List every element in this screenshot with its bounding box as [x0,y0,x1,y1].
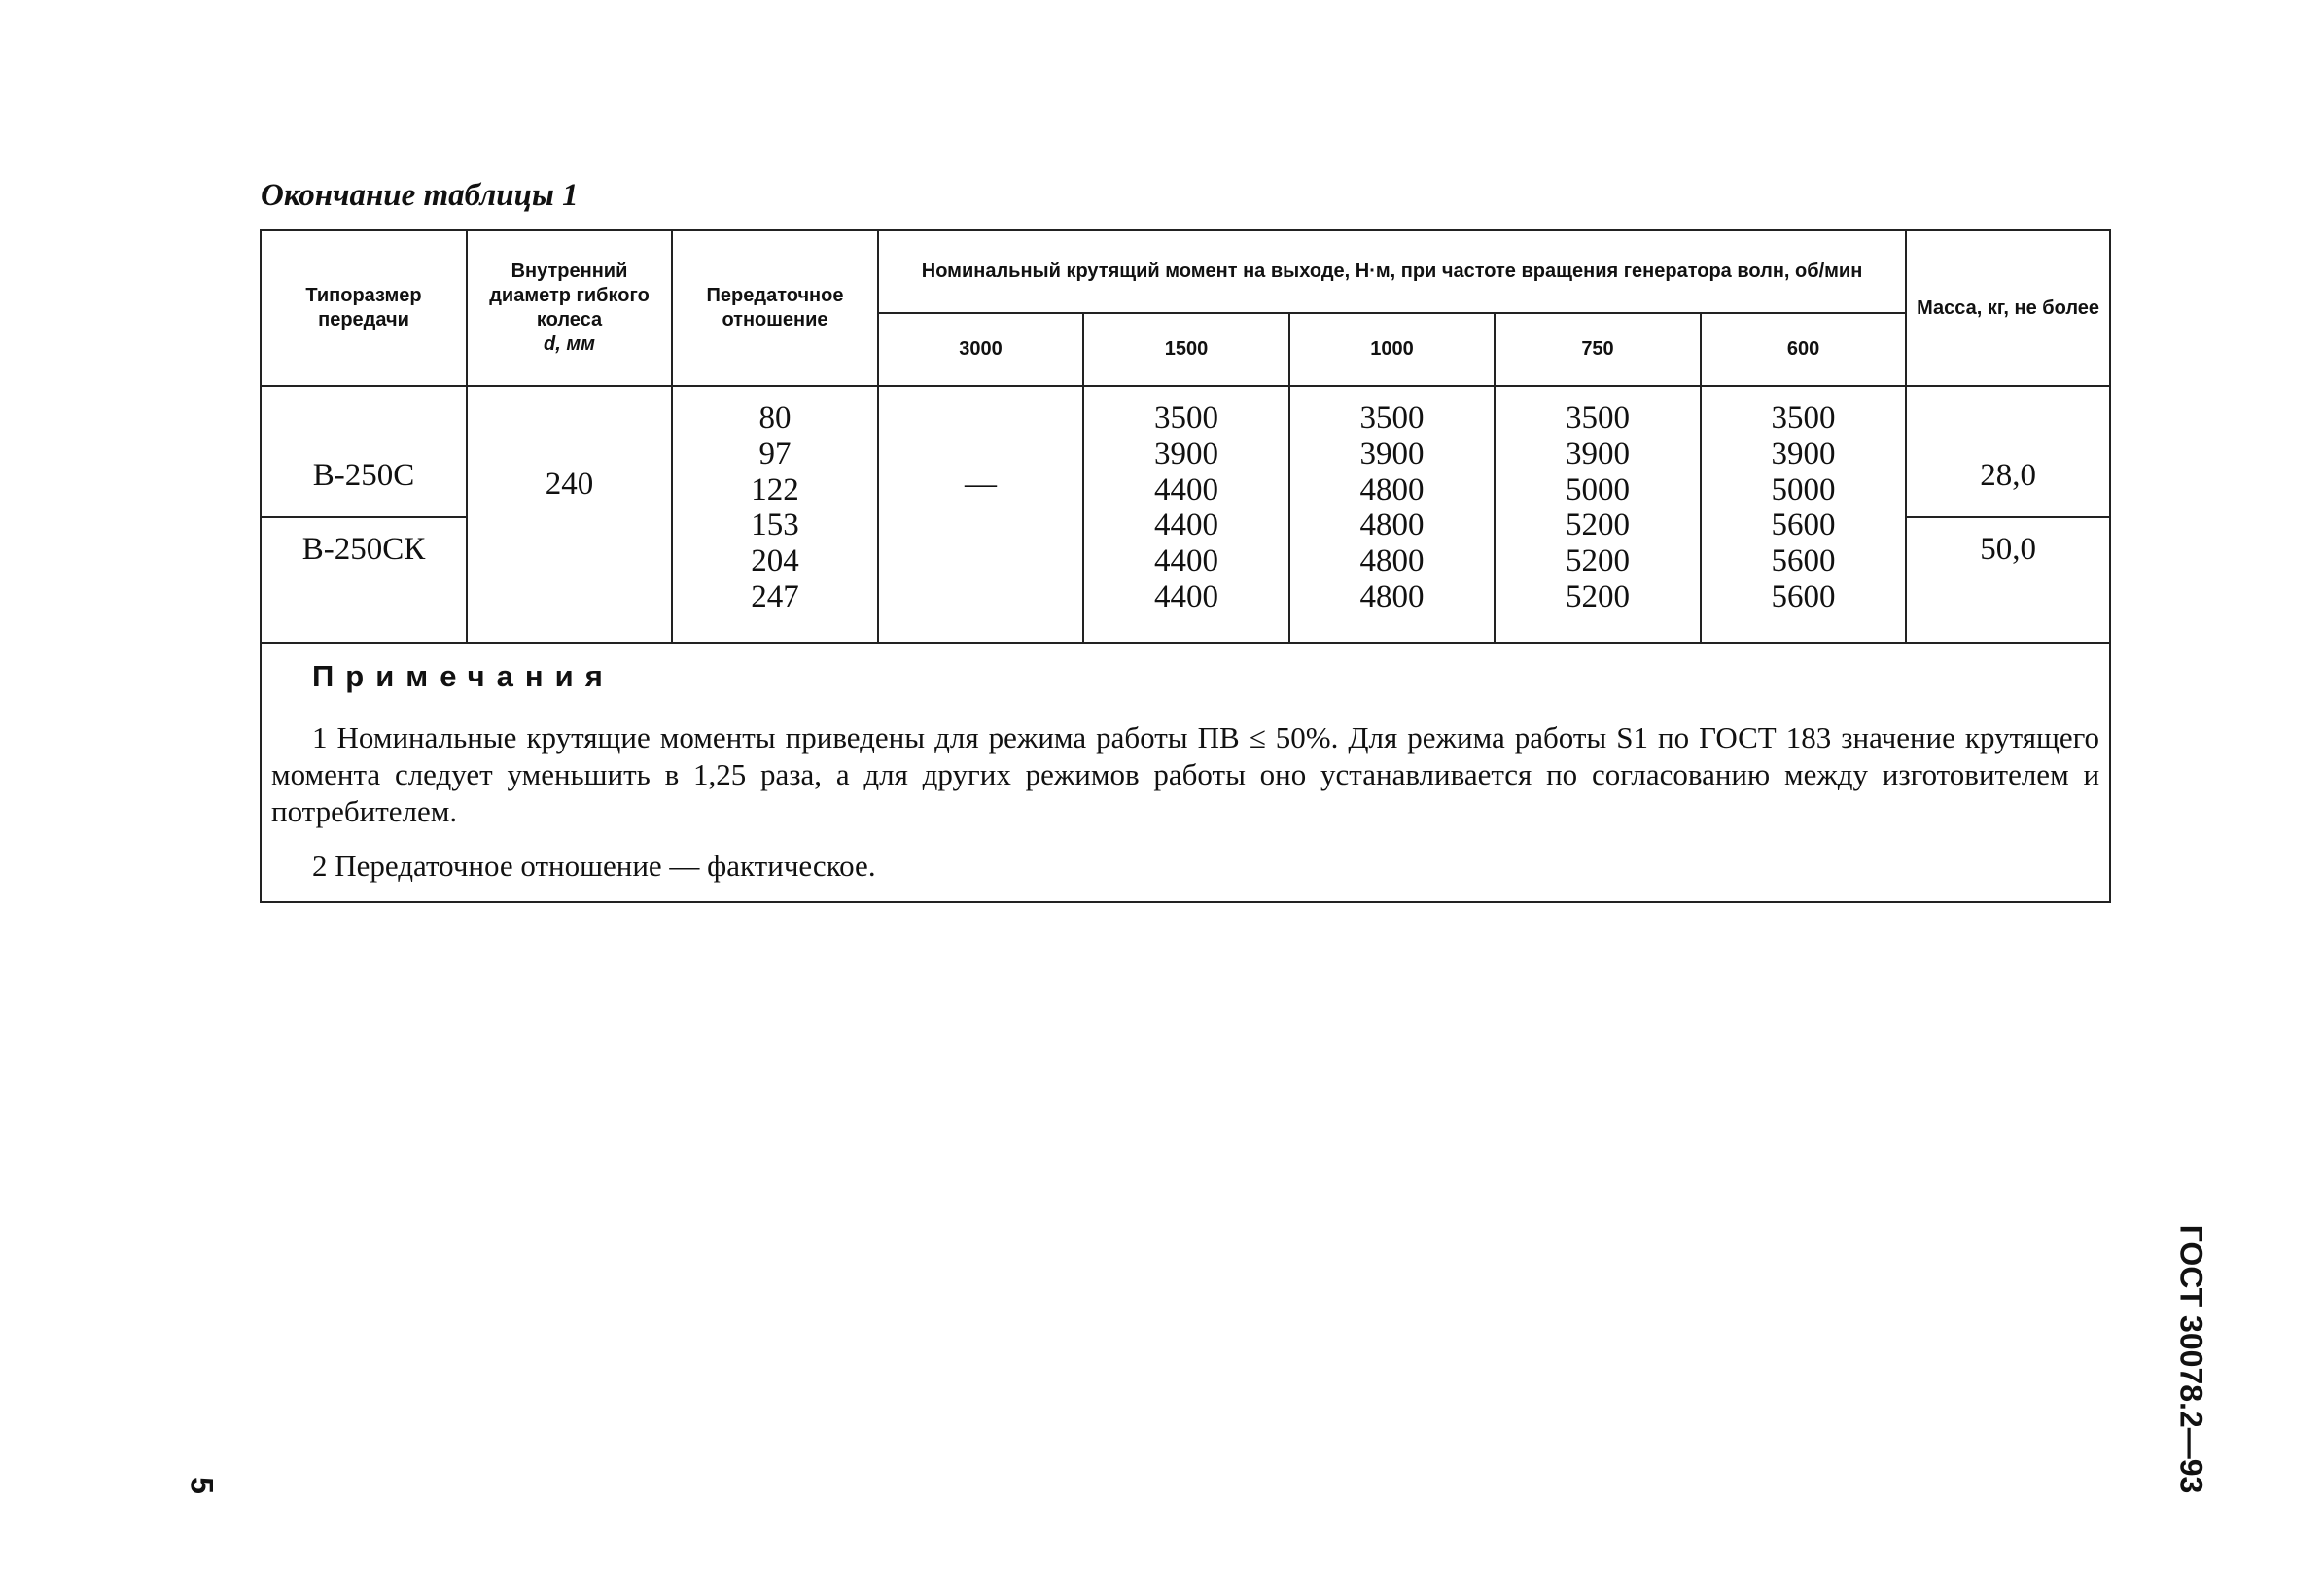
torque-value: 3500 [1566,401,1630,436]
torque-value: 4800 [1359,578,1425,614]
torque-value: 5600 [1771,578,1836,614]
torque-value: 5600 [1771,543,1836,579]
torque-value: 3900 [1154,436,1218,471]
header-speed-750: 750 [1495,313,1701,386]
header-torque-group: Номинальный крутящий момент на выходе, Н·м, при частоте вращения генератора волн, об/мин [878,230,1906,313]
header-speed-1500: 1500 [1083,313,1289,386]
torque-value: 4400 [1154,543,1218,579]
ratio-value: 247 [751,578,799,614]
torque-value: 3900 [1359,436,1425,471]
torque-value: 4400 [1154,471,1218,507]
header-ratio: Передаточное отношение [672,230,878,386]
size-cell-1: В-250С [261,386,467,517]
notes-cell [261,643,2110,902]
mass-cell-1: 28,0 [1906,386,2110,517]
torque-1500-column [1083,386,1289,643]
torque-value: 5000 [1566,471,1630,507]
header-speed-3000: 3000 [878,313,1083,386]
header-speed-600: 600 [1701,313,1906,386]
table-caption: Окончание таблицы 1 [261,178,579,213]
standard-code-text: ГОСТ 30078.2—93 [2173,1224,2209,1493]
torque-value: 4400 [1154,507,1218,543]
mass-cell-2: 50,0 [1906,517,2110,643]
torque-value: 4800 [1359,543,1425,579]
note-1: 1 Номинальные крутящие моменты приведены для режима работы ПВ ≤ 50%. Для режима работы S1 по ГОСТ 183 значение крутящего момента следует уменьшить в 1,25 раза, а для других режимов работы оно устанавливается по согласованию между изготовителем и потребителем. [271,720,2100,828]
torque-value: 3500 [1154,401,1218,436]
header-mass: Масса, кг, не более [1906,230,2110,386]
size-cell-2: В-250СК [261,517,467,643]
notes-title: Примечания [312,659,615,693]
note-2: 2 Передаточное отношение — фактическое. [312,849,876,883]
ratio-value: 153 [751,507,799,543]
ratio-column [672,386,878,643]
torque-3000-cell: — [878,386,1083,643]
torque-1000-column [1289,386,1495,643]
torque-value: 5200 [1566,507,1630,543]
standard-code [2171,1210,2210,1507]
torque-600-column [1701,386,1906,643]
torque-value: 5000 [1771,471,1836,507]
page-number [184,1466,220,1505]
header-diameter-unit: d, мм [544,333,595,355]
torque-value: 5600 [1771,507,1836,543]
torque-value: 5200 [1566,543,1630,579]
torque-table [260,229,2111,903]
header-diameter-label: Внутренний диаметр гибкого колеса [489,261,650,331]
torque-750-column [1495,386,1701,643]
torque-value: 3500 [1771,401,1836,436]
header-speed-1000: 1000 [1289,313,1495,386]
ratio-value: 204 [751,543,799,579]
header-size: Типоразмер передачи [261,230,467,386]
ratio-value: 122 [751,471,799,507]
ratio-value: 97 [758,436,792,471]
ratio-value: 80 [758,401,792,436]
torque-value: 5200 [1566,578,1630,614]
page-number-text: 5 [184,1477,220,1494]
torque-value: 3500 [1359,401,1425,436]
torque-value: 4800 [1359,507,1425,543]
torque-value: 4800 [1359,471,1425,507]
torque-value: 4400 [1154,578,1218,614]
diameter-cell: 240 [467,386,672,643]
header-diameter [467,230,672,386]
torque-value: 3900 [1566,436,1630,471]
torque-value: 3900 [1771,436,1836,471]
